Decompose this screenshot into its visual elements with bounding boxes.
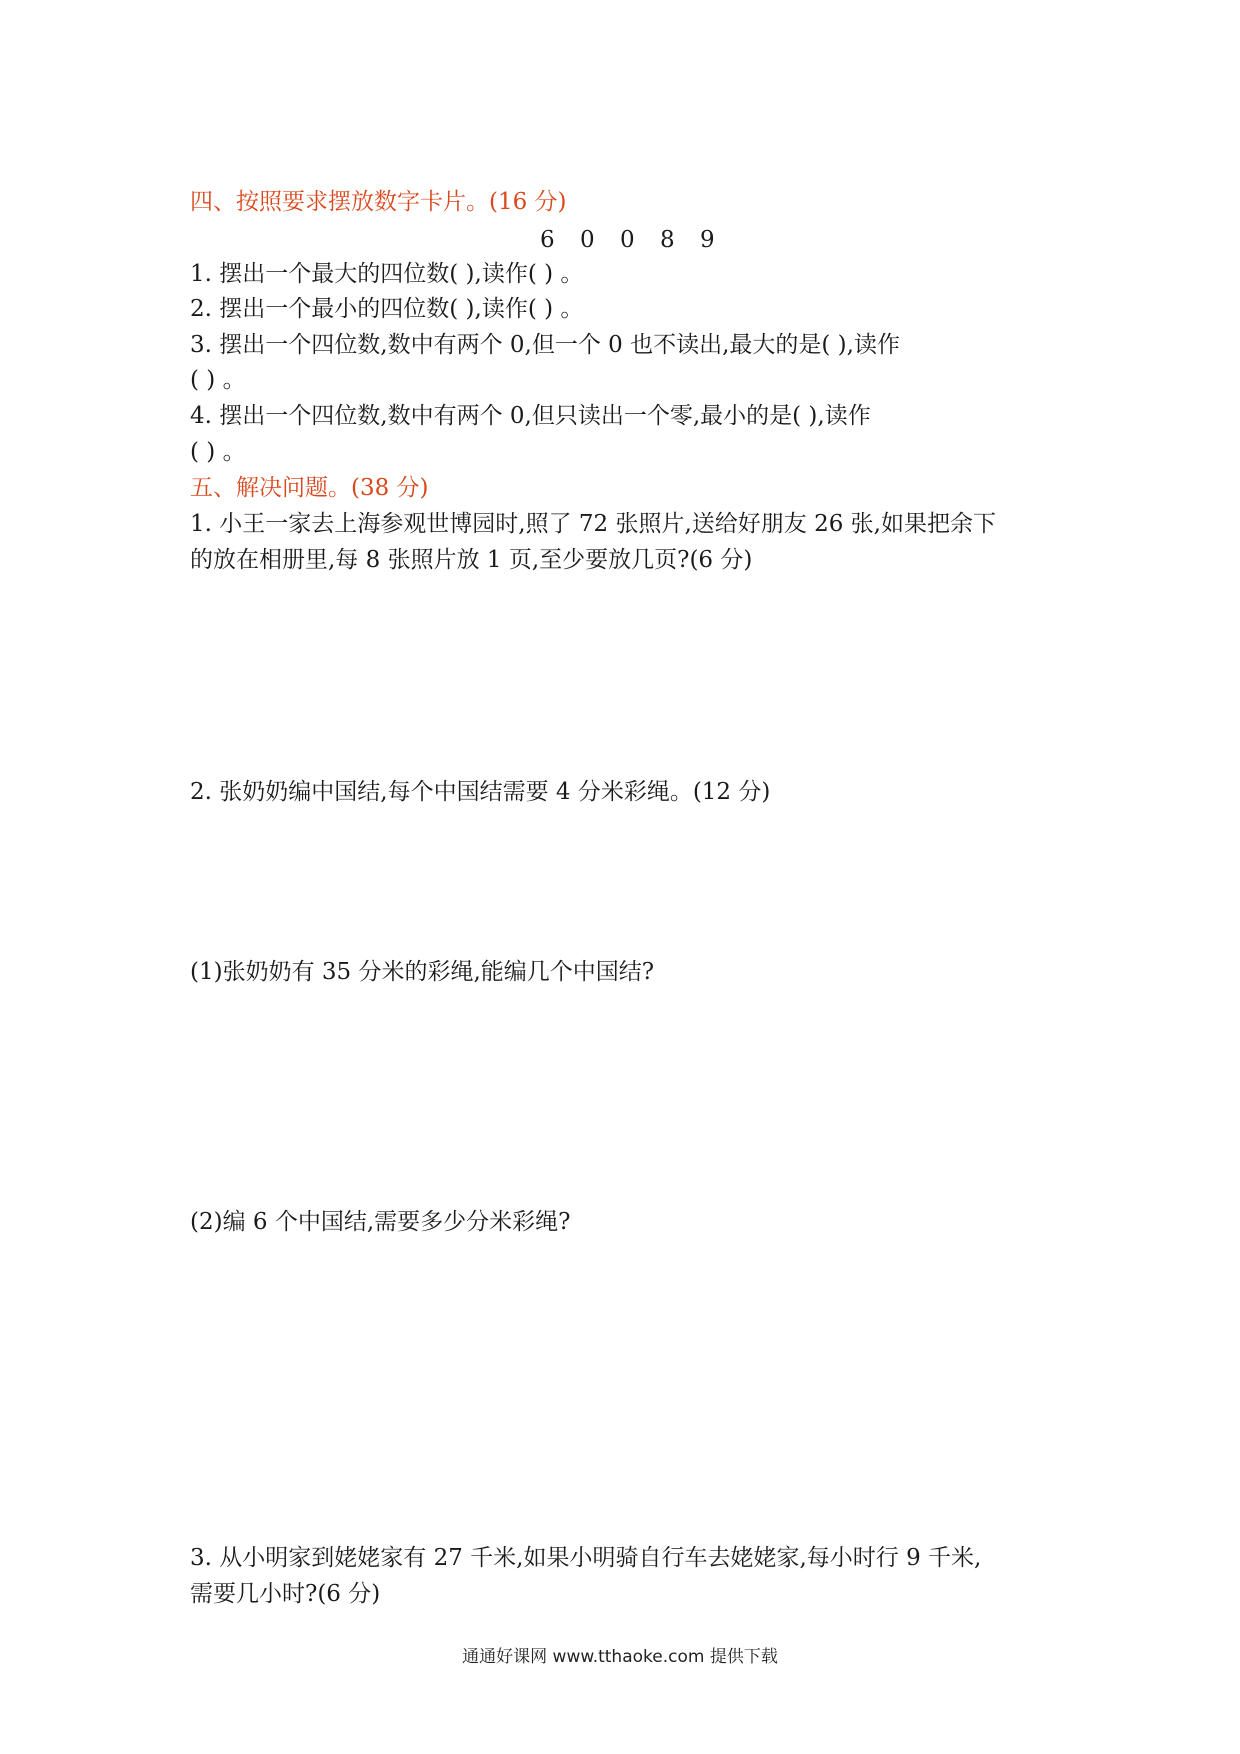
problem-5-2-sub1: (1)张奶奶有 35 分米的彩绳,能编几个中国结? [190, 959, 655, 985]
number-card: 0 [620, 227, 635, 253]
section-5-heading: 五、解决问题。(38 分) [190, 475, 429, 501]
problem-5-2: 2. 张奶奶编中国结,每个中国结需要 4 分米彩绳。(12 分) [190, 779, 771, 805]
number-card: 9 [700, 227, 715, 253]
section-4-heading: 四、按照要求摆放数字卡片。(16 分) [190, 189, 567, 215]
question-4-4-line2: ( ) 。 [190, 439, 246, 465]
question-4-1: 1. 摆出一个最大的四位数( ),读作( ) 。 [190, 261, 584, 287]
number-card: 6 [540, 227, 555, 253]
question-4-3-line1: 3. 摆出一个四位数,数中有两个 0,但一个 0 也不读出,最大的是( ),读作 [190, 332, 900, 358]
number-cards [540, 224, 740, 256]
question-4-2: 2. 摆出一个最小的四位数( ),读作( ) 。 [190, 296, 584, 322]
problem-5-2-sub2: (2)编 6 个中国结,需要多少分米彩绳? [190, 1209, 571, 1235]
question-4-3-line2: ( ) 。 [190, 367, 246, 393]
question-4-4-line1: 4. 摆出一个四位数,数中有两个 0,但只读出一个零,最小的是( ),读作 [190, 403, 871, 429]
number-card: 8 [660, 227, 675, 253]
page-footer: 通通好课网 www.tthaoke.com 提供下载 [462, 1647, 778, 1667]
number-card: 0 [580, 227, 595, 253]
problem-5-1-line2: 的放在相册里,每 8 张照片放 1 页,至少要放几页?(6 分) [190, 547, 753, 573]
problem-5-3-line2: 需要几小时?(6 分) [190, 1581, 381, 1607]
problem-5-1-line1: 1. 小王一家去上海参观世博园时,照了 72 张照片,送给好朋友 26 张,如果把余下 [190, 511, 996, 537]
problem-5-3-line1: 3. 从小明家到姥姥家有 27 千米,如果小明骑自行车去姥姥家,每小时行 9 千米, [190, 1545, 982, 1571]
